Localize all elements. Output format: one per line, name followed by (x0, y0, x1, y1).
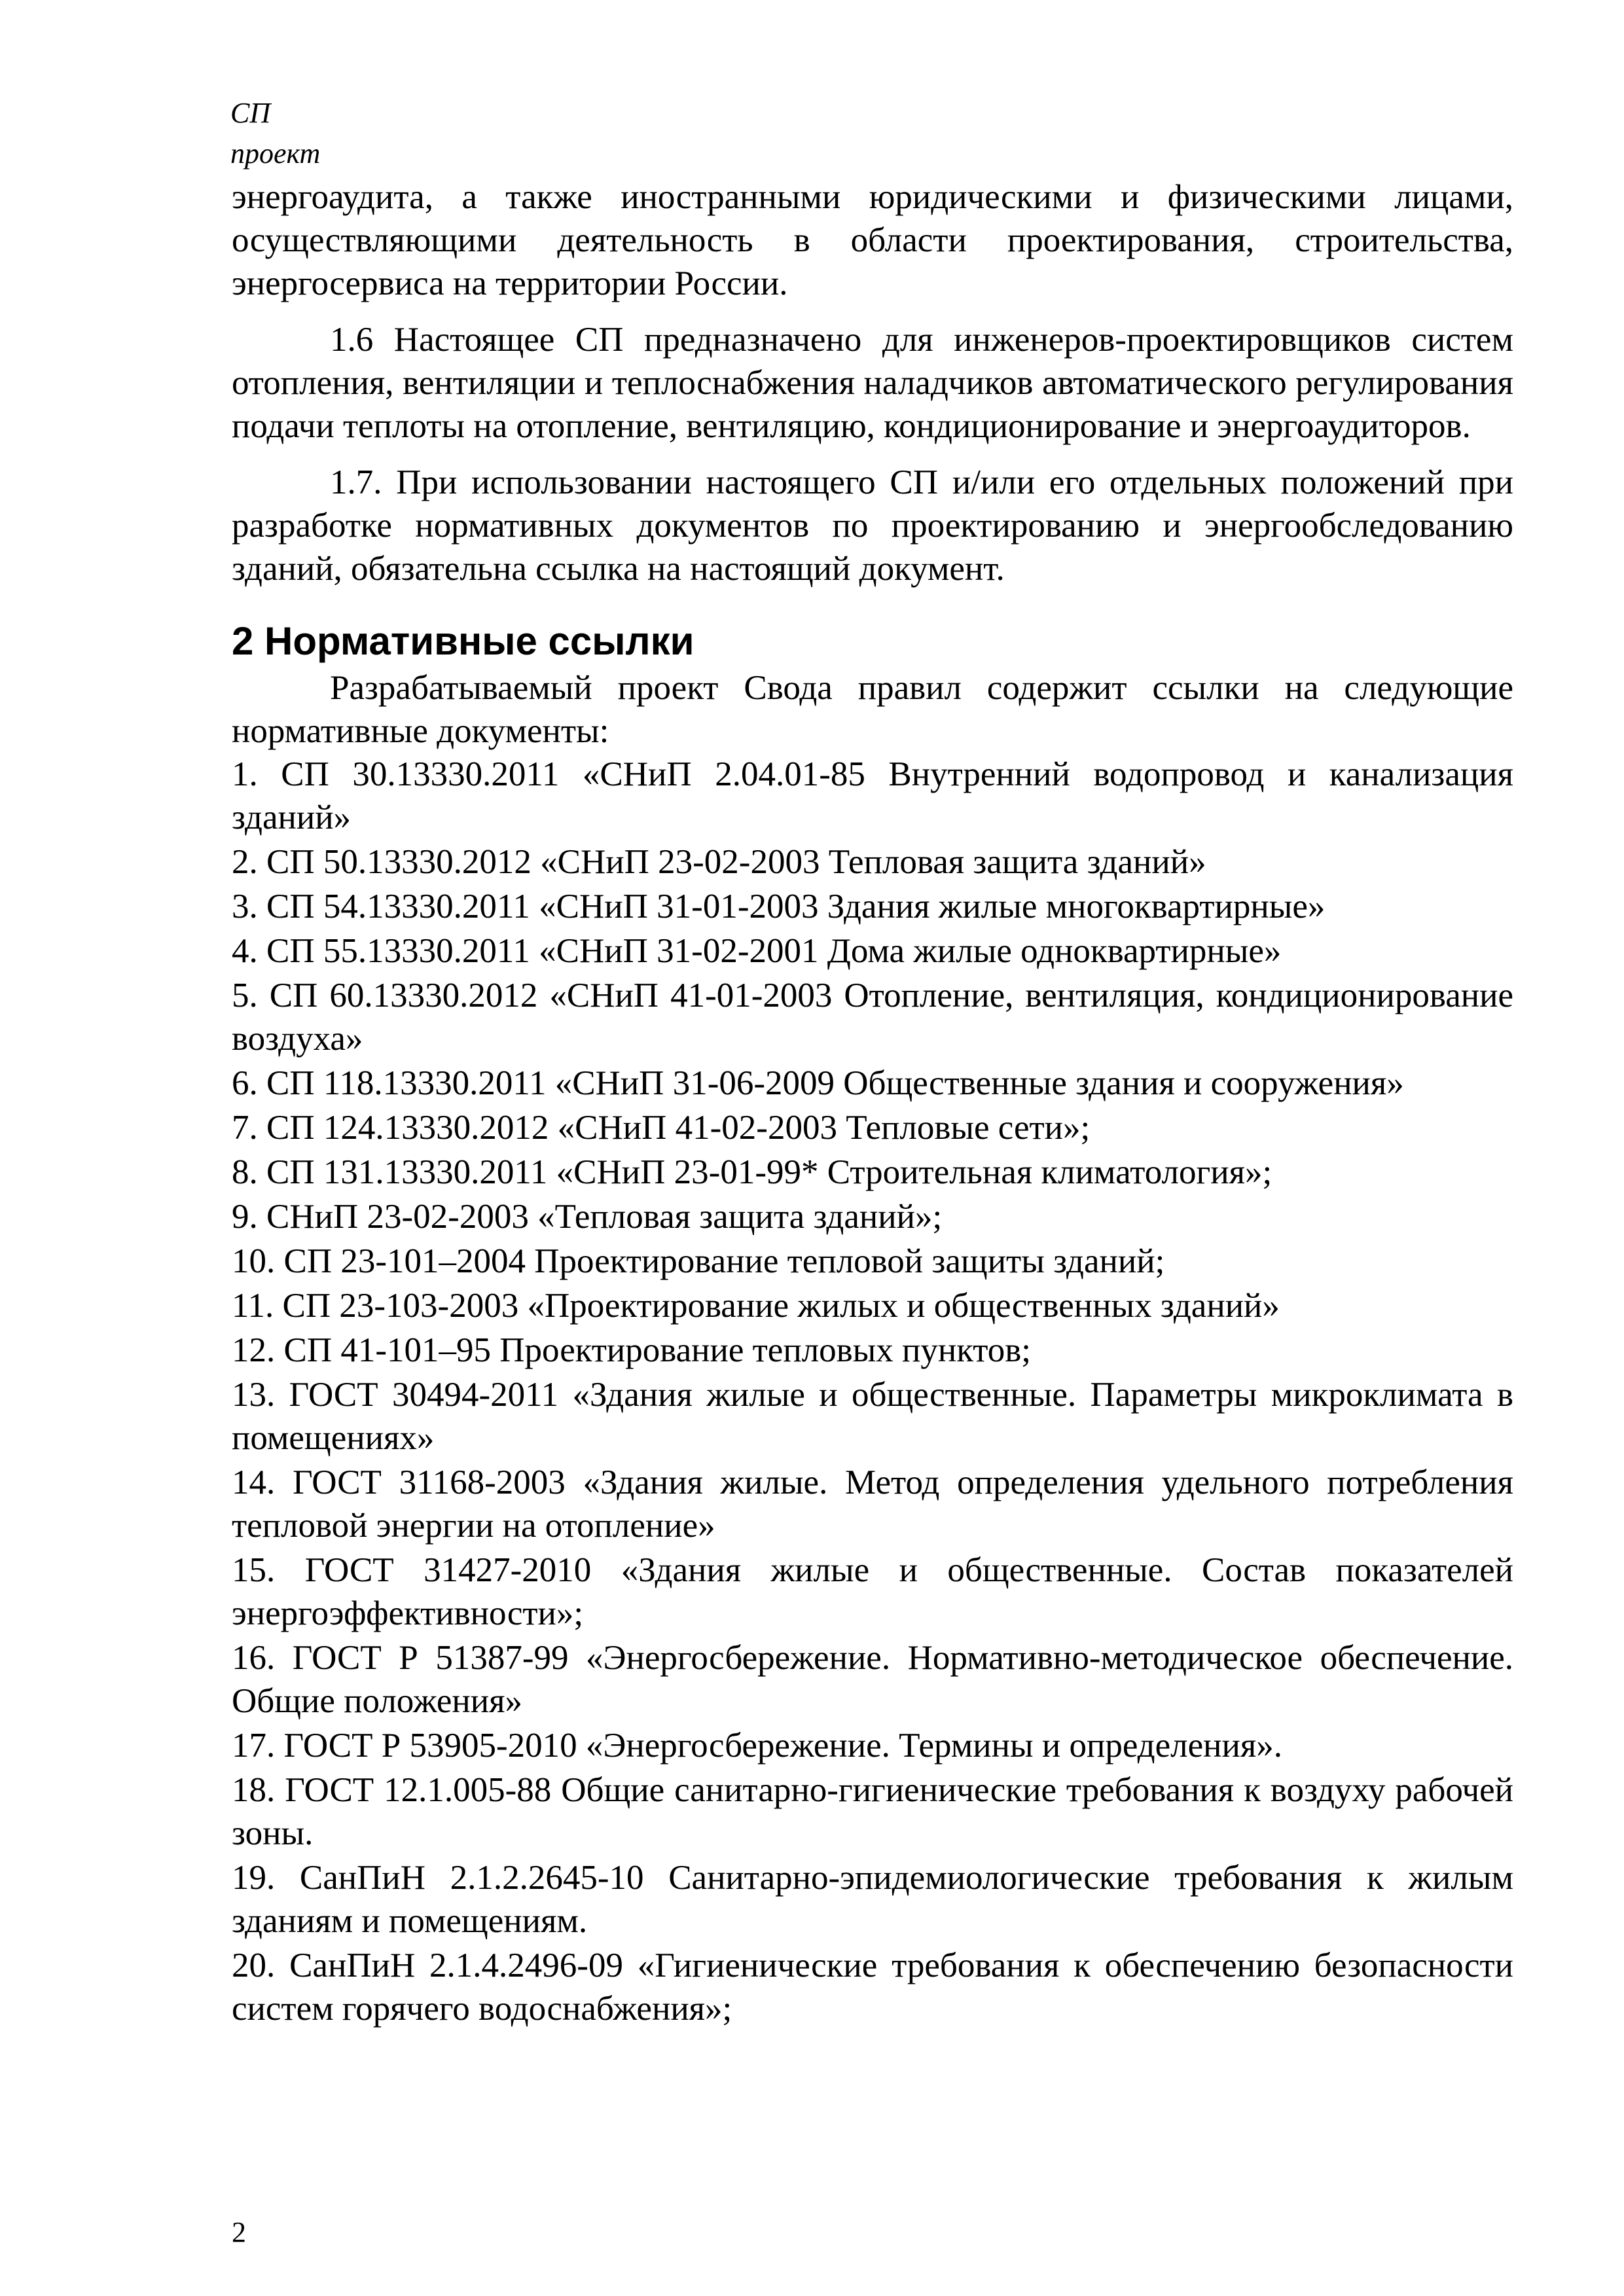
reference-item: 1. СП 30.13330.2011 «СНиП 2.04.01-85 Внутренний водопровод и канализация зданий» (232, 755, 1513, 836)
section-heading-normative-references: 2 Нормативные ссылки (232, 619, 695, 663)
reference-item: 5. СП 60.13330.2012 «СНиП 41-01-2003 Отопление, вентиляция, кондиционирование воздуха» (232, 977, 1513, 1058)
paragraph-continuation: энергоаудита, а также иностранными юридическими и физическими лицами, осуществляющими деятельность в области проектирования, строительства, энергосервиса на территории России. (232, 178, 1513, 302)
reference-item: 19. СанПиН 2.1.2.2645-10 Санитарно-эпидемиологические требования к жилым зданиям и помещениям. (232, 1859, 1513, 1940)
reference-item: 11. СП 23-103-2003 «Проектирование жилых и общественных зданий» (232, 1287, 1280, 1325)
reference-item: 6. СП 118.13330.2011 «СНиП 31-06-2009 Общественные здания и сооружения» (232, 1064, 1404, 1102)
reference-item: 18. ГОСТ 12.1.005-88 Общие санитарно-гигиенические требования к воздуху рабочей зоны. (232, 1771, 1513, 1852)
reference-item: 17. ГОСТ Р 53905-2010 «Энергосбережение. Термины и определения». (232, 1727, 1282, 1765)
reference-item: 14. ГОСТ 31168-2003 «Здания жилые. Метод определения удельного потребления тепловой энергии на отопление» (232, 1463, 1513, 1545)
running-header (230, 93, 320, 174)
references-list (232, 753, 1513, 2030)
reference-item: 2. СП 50.13330.2012 «СНиП 23-02-2003 Тепловая защита зданий» (232, 843, 1206, 881)
header-doc-type: СП (230, 97, 271, 129)
paragraph-1-7: 1.7. При использовании настоящего СП и/или его отдельных положений при разработке нормативных документов по проектированию и энергообследованию зданий, обязательна ссылка на настоящий документ. (232, 463, 1513, 588)
reference-item: 4. СП 55.13330.2011 «СНиП 31-02-2001 Дома жилые одноквартирные» (232, 932, 1282, 970)
reference-item: 3. СП 54.13330.2011 «СНиП 31-01-2003 Здания жилые многоквартирные» (232, 888, 1326, 925)
page-body (232, 175, 1513, 2032)
reference-item: 7. СП 124.13330.2012 «СНиП 41-02-2003 Тепловые сети»; (232, 1109, 1091, 1147)
reference-item: 15. ГОСТ 31427-2010 «Здания жилые и общественные. Состав показателей энергоэффективности»; (232, 1551, 1513, 1632)
reference-item: 16. ГОСТ Р 51387-99 «Энергосбережение. Нормативно-методическое обеспечение. Общие положения» (232, 1639, 1513, 1720)
reference-item: 20. СанПиН 2.1.4.2496-09 «Гигиенические требования к обеспечению безопасности систем горячего водоснабжения»; (232, 1946, 1513, 2028)
page-number: 2 (232, 2216, 246, 2248)
reference-item: 13. ГОСТ 30494-2011 «Здания жилые и общественные. Параметры микроклимата в помещениях» (232, 1376, 1513, 1457)
paragraph-1-6: 1.6 Настоящее СП предназначено для инженеров-проектировщиков систем отопления, вентиляции и теплоснабжения наладчиков автоматического регулирования подачи теплоты на отопление, вентиляцию, кондиционирование и энергоаудиторов. (232, 321, 1513, 445)
references-intro: Разрабатываемый проект Свода правил содержит ссылки на следующие нормативные документы: (232, 669, 1513, 750)
reference-item: 12. СП 41-101–95 Проектирование тепловых пунктов; (232, 1331, 1032, 1369)
header-doc-status: проект (230, 137, 321, 170)
reference-item: 10. СП 23-101–2004 Проектирование тепловой защиты зданий; (232, 1242, 1165, 1280)
reference-item: 9. СНиП 23-02-2003 «Тепловая защита зданий»; (232, 1198, 943, 1236)
reference-item: 8. СП 131.13330.2011 «СНиП 23-01-99* Строительная климатология»; (232, 1153, 1272, 1191)
